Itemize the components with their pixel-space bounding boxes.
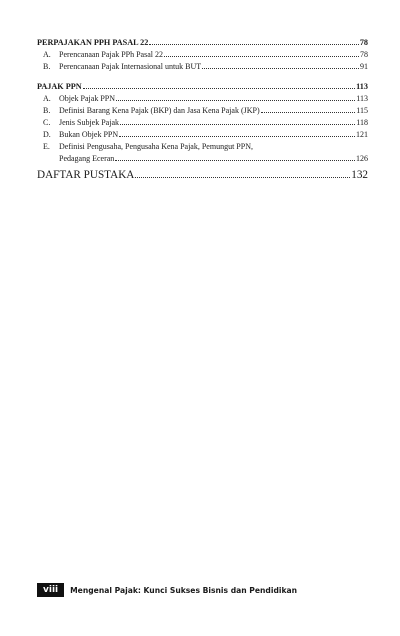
dot-leader [149,44,358,45]
toc-page-number: 132 [351,169,368,181]
toc-section-letter: A. [43,50,51,59]
toc-section-title: Definisi Pengusaha, Pengusaha Kena Pajak, Pemungut PPN, [59,142,253,151]
toc-chapter-ppn[interactable] [37,82,368,94]
toc-chapter-pph22[interactable] [37,38,368,50]
toc-section-letter: E. [43,142,50,151]
toc-bibliography[interactable] [37,169,368,185]
dot-leader [83,88,356,89]
page-footer [37,583,297,597]
toc-section-title: Perencanaan Pajak Internasional untuk BUT [59,62,202,71]
toc-section-letter: C. [43,118,51,127]
toc-page-number: 78 [359,38,368,47]
footer-book-title: Mengenal Pajak: Kunci Sukses Bisnis dan Pendidikan [70,585,298,595]
dot-leader [116,100,355,101]
toc-page-number: 113 [356,94,368,103]
toc-page-number: 78 [360,50,368,59]
toc-section[interactable] [37,106,368,118]
toc-section-title: Bukan Objek PPN [59,130,119,139]
toc-section-letter: B. [43,106,51,115]
toc-section[interactable] [37,62,368,74]
toc-section-title: Perencanaan Pajak PPh Pasal 22 [59,50,163,59]
toc-section-title-continued: Pedagang Eceran [59,154,115,163]
footer-page-number: viii [37,583,64,597]
toc-section[interactable] [37,142,368,154]
dot-leader [120,124,355,125]
toc-section-letter: D. [43,130,51,139]
dot-leader [202,68,359,69]
toc-section-title: Definisi Barang Kena Pajak (BKP) dan Jasa Kena Pajak (JKP) [59,106,260,115]
toc-page-number: 91 [360,62,368,71]
dot-leader [115,160,355,161]
toc-section-title: Objek Pajak PPN [59,94,115,103]
toc-page-number: 126 [356,154,368,163]
toc-section[interactable] [37,94,368,106]
spacer [37,74,368,82]
toc-page-number: 118 [356,118,368,127]
toc-section[interactable] [37,130,368,142]
dot-leader [261,112,356,113]
dot-leader [135,177,350,178]
toc-section-letter: B. [43,62,51,71]
toc-page-number: 121 [356,130,368,139]
toc-section[interactable] [37,118,368,130]
table-of-contents [37,38,368,185]
toc-section-title: Jenis Subjek Pajak [59,118,119,127]
toc-bibliography-title: DAFTAR PUSTAKA [37,169,135,181]
toc-section[interactable] [37,50,368,62]
toc-chapter-title: PAJAK PPN [37,82,82,91]
dot-leader [119,136,355,137]
toc-page-number: 113 [356,82,368,91]
toc-section-continuation[interactable] [37,154,368,166]
toc-section-letter: A. [43,94,51,103]
toc-page-number: 115 [356,106,368,115]
toc-chapter-title: PERPAJAKAN PPH PASAL 22 [37,38,149,47]
dot-leader [164,56,359,57]
